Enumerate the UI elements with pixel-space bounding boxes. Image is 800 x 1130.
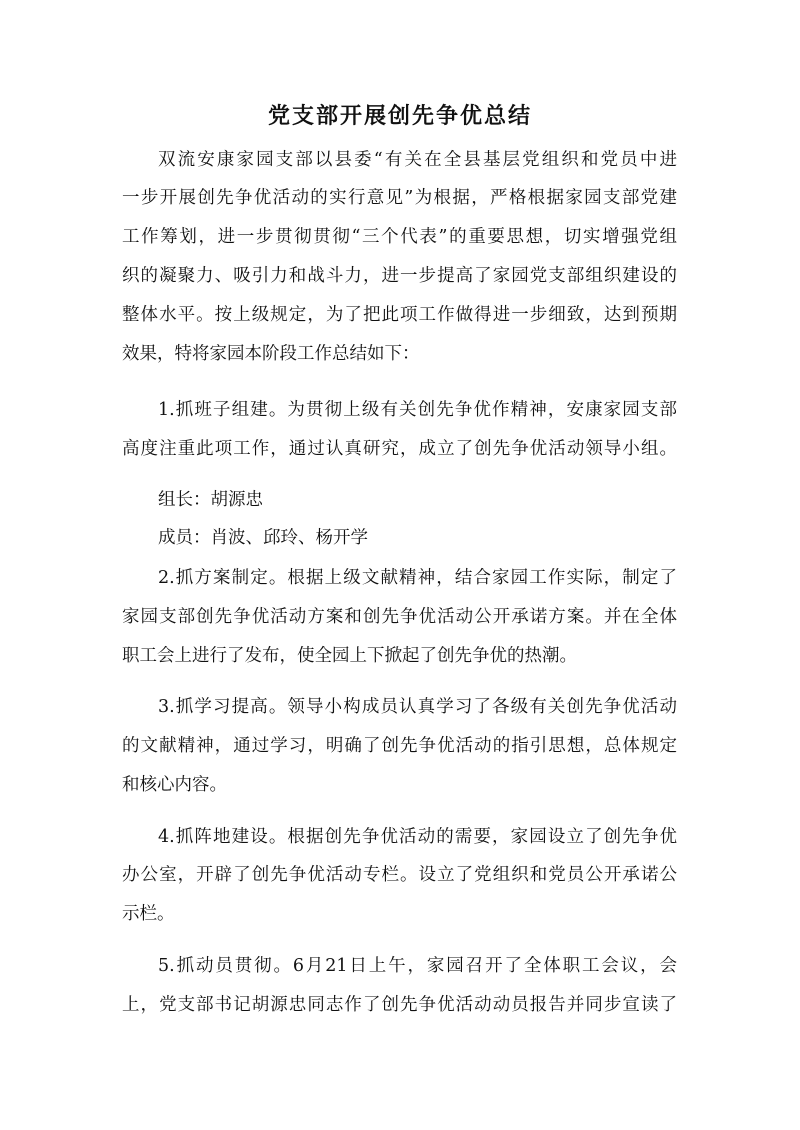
paragraph-base-line-2: 办公室，开辟了创先争优活动专栏。设立了党组织和党员公开承诺公: [122, 865, 677, 885]
group-leader-line: 组长：胡源忠: [158, 490, 263, 510]
paragraph-1-line-5: 整体水平。按上级规定，为了把此项工作做得进一步细致，达到预期: [122, 305, 677, 325]
paragraph-1-line-2: 一步开展创先争优活动的实行意见”为根据，严格根据家园支部党建: [122, 188, 677, 208]
paragraph-1-line-6: 效果，特将家园本阶段工作总结如下：: [122, 344, 420, 364]
paragraph-base-line-3: 示栏。: [122, 904, 175, 924]
paragraph-2-line-1: 1.抓班子组建。为贯彻上级有关创先争优作精神，安康家园支部: [158, 400, 677, 420]
paragraph-1-line-3: 工作筹划，进一步贯彻贯彻“三个代表”的重要思想，切实增强党组: [122, 227, 677, 247]
paragraph-plan-line-2: 家园支部创先争优活动方案和创先争优活动公开承诺方案。并在全体: [122, 607, 677, 627]
paragraph-study-line-3: 和核心内容。: [122, 775, 227, 795]
paragraph-plan-line-3: 职工会上进行了发布，使全园上下掀起了创先争优的热潮。: [122, 646, 577, 666]
paragraph-mobilization-line-1: 5.抓动员贯彻。6月21日上午，家园召开了全体职工会议，会: [158, 956, 677, 976]
paragraph-plan-line-1: 2.抓方案制定。根据上级文献精神，结合家园工作实际，制定了: [158, 568, 677, 588]
paragraph-1-line-4: 织的凝聚力、吸引力和战斗力，进一步提高了家园党支部组织建设的: [122, 266, 677, 286]
paragraph-study-line-1: 3.抓学习提高。领导小构成员认真学习了各级有关创先争优活动: [158, 697, 677, 717]
group-members-line: 成员：肖波、邱玲、杨开学: [158, 528, 368, 548]
paragraph-1-line-1: 双流安康家园支部以县委“有关在全县基层党组织和党员中进: [158, 150, 677, 170]
paragraph-study-line-2: 的文献精神，通过学习，明确了创先争优活动的指引思想，总体规定: [122, 736, 677, 756]
paragraph-mobilization-line-2: 上，党支部书记胡源忠同志作了创先争优活动动员报告并同步宣读了: [122, 995, 677, 1015]
paragraph-2-line-2: 高度注重此项工作，通过认真研究，成立了创先争优活动领导小组。: [122, 439, 677, 459]
document-title: 党支部开展创先争优总结: [267, 103, 532, 129]
paragraph-base-line-1: 4.抓阵地建设。根据创先争优活动的需要，家园设立了创先争优: [158, 827, 677, 847]
